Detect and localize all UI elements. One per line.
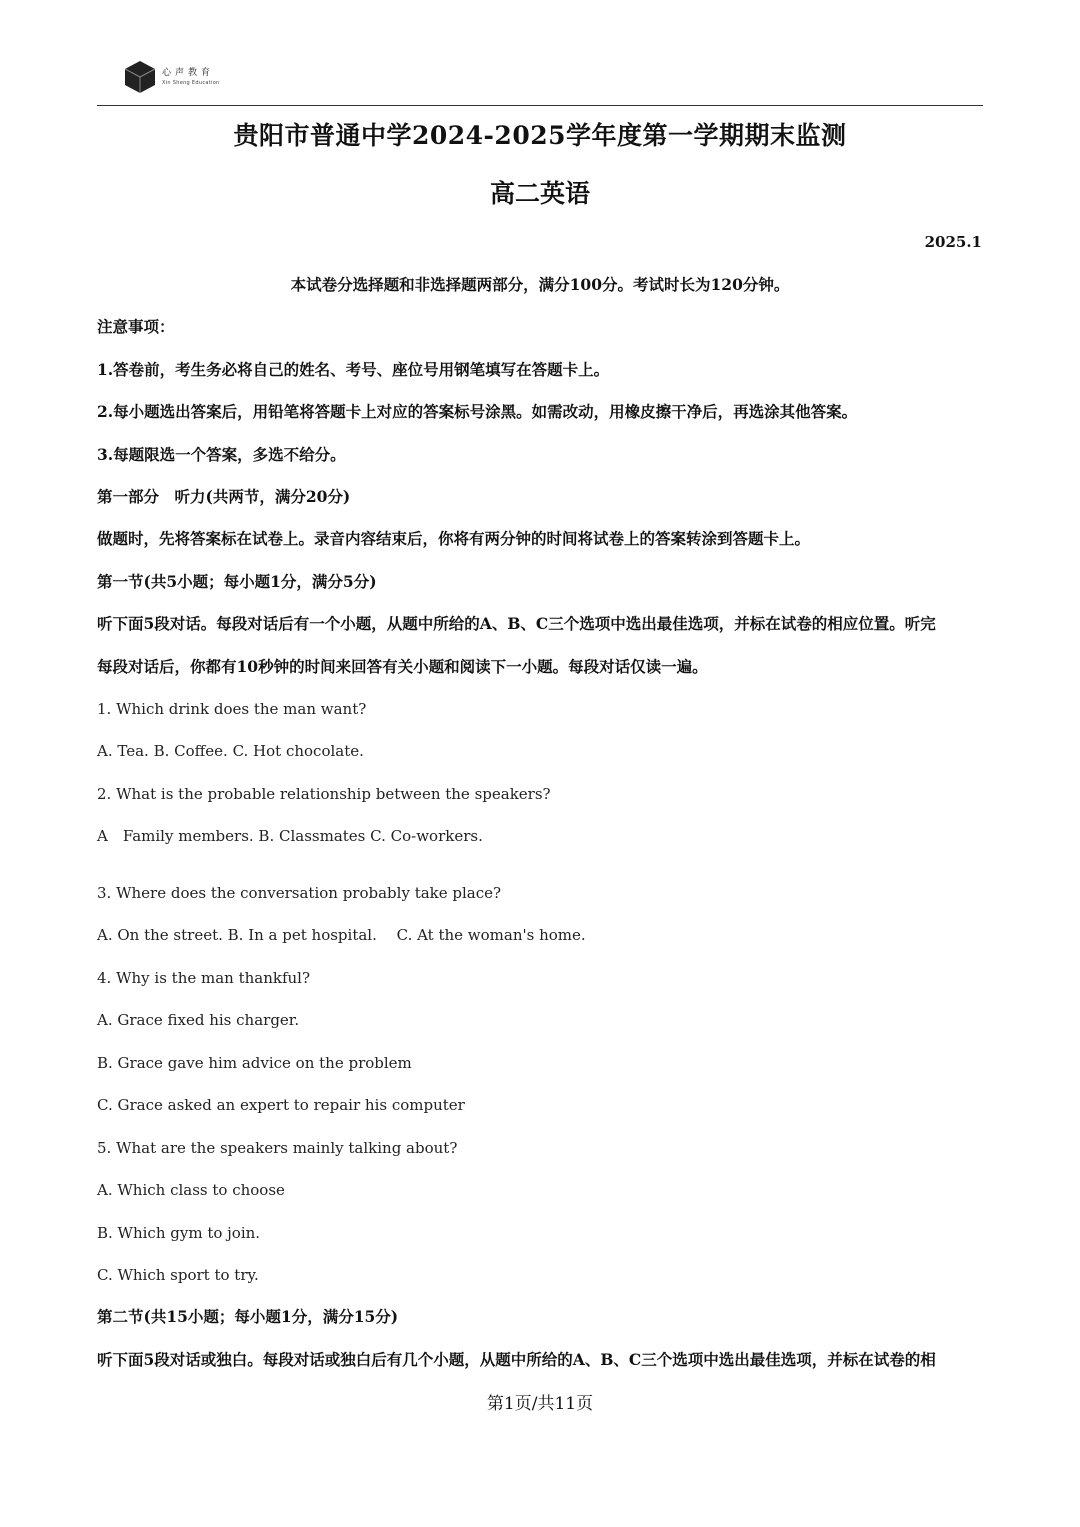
question-4: 4. Why is the man thankful? [97,969,311,987]
section1-instruction-line1: 听下面5段对话。每段对话后有一个小题，从题中所给的A、B、C三个选项中选出最佳选项，并标在试卷的相应位置。听完 [97,614,936,633]
logo [124,60,220,94]
question-5-option-c: C. Which sport to try. [97,1266,259,1284]
part1-heading: 第一部分 听力(共两节，满分20分) [97,487,351,506]
question-2: 2. What is the probable relationship between the speakers? [97,785,551,803]
section1-heading: 第一节(共5小题；每小题1分，满分5分) [97,572,377,591]
cube-logo-icon [124,60,156,94]
question-3: 3. Where does the conversation probably take place? [97,884,502,902]
exam-title: 贵阳市普通中学2024-2025学年度第一学期期末监测 [233,121,847,150]
exam-subtitle: 高二英语 [489,179,590,208]
section2-instruction-line1: 听下面5段对话或独白。每段对话或独白后有几个小题，从题中所给的A、B、C三个选项中选出最佳选项，并标在试卷的相 [97,1350,936,1369]
note-item-1: 1.答卷前，考生务必将自己的姓名、考号、座位号用钢笔填写在答题卡上。 [97,360,610,379]
notes-heading: 注意事项： [97,317,175,336]
question-1: 1. Which drink does the man want? [97,700,367,718]
question-5: 5. What are the speakers mainly talking about? [97,1139,458,1157]
header-rule [97,105,983,106]
logo-en-text: Xin Sheng Education [162,79,220,86]
question-5-option-b: B. Which gym to join. [97,1224,261,1242]
logo-cn-text: 心声教育 [162,67,215,78]
note-item-2: 2.每小题选出答案后，用铅笔将答题卡上对应的答案标号涂黑。如需改动，用橡皮擦干净后，再选涂其他答案。 [97,402,858,421]
page-number: 第1页/共11页 [486,1394,594,1414]
section1-instruction-line2: 每段对话后，你都有10秒钟的时间来回答有关小题和阅读下一小题。每段对话仅读一遍。 [97,657,708,676]
section2-heading: 第二节(共15小题；每小题1分，满分15分) [97,1307,399,1326]
question-2-options: A Family members. B. Classmates C. Co-workers. [97,827,483,845]
question-1-options: A. Tea. B. Coffee. C. Hot chocolate. [97,742,364,760]
part1-instruction: 做题时，先将答案标在试卷上。录音内容结束后，你将有两分钟的时间将试卷上的答案转涂到答题卡上。 [97,529,811,548]
exam-date: 2025.1 [924,233,982,251]
question-4-option-c: C. Grace asked an expert to repair his computer [97,1096,465,1114]
question-4-option-a: A. Grace fixed his charger. [97,1011,300,1029]
note-item-3: 3.每题限选一个答案，多选不给分。 [97,445,346,464]
question-4-option-b: B. Grace gave him advice on the problem [97,1054,412,1072]
exam-intro: 本试卷分选择题和非选择题两部分，满分100分。考试时长为120分钟。 [290,275,790,294]
question-3-options: A. On the street. B. In a pet hospital. C. At the woman's home. [97,926,586,944]
question-5-option-a: A. Which class to choose [97,1181,285,1199]
